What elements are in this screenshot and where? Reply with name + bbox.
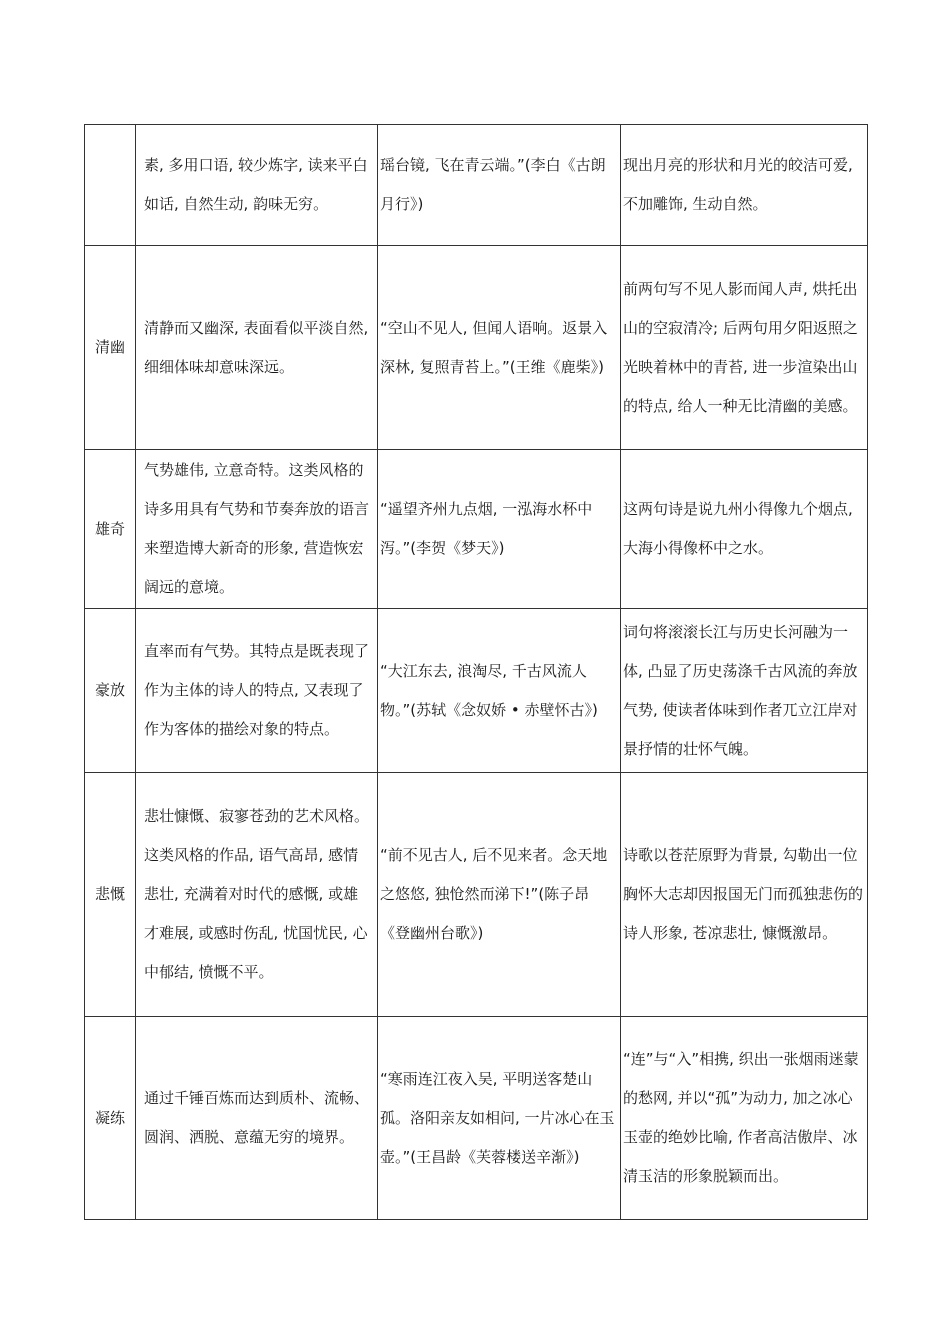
example-analysis: 诗歌以苍茫原野为背景, 勾勒出一位胸怀大志却因报国无门而孤独悲伤的诗人形象, 苍凉悲壮, 慷慨激昂。	[621, 773, 868, 1017]
table-row	[85, 125, 868, 246]
table-row	[85, 609, 868, 773]
poem-example: “遥望齐州九点烟, 一泓海水杯中泻。”(李贺《梦天》)	[378, 450, 621, 609]
poem-example: “前不见古人, 后不见来者。念天地之悠悠, 独怆然而涕下!”(陈子昂《登幽州台歌》)	[378, 773, 621, 1017]
style-definition: 清静而又幽深, 表面看似平淡自然, 细细体味却意味深远。	[136, 246, 378, 450]
example-analysis: 这两句诗是说九州小得像九个烟点, 大海小得像杯中之水。	[621, 450, 868, 609]
table-row	[85, 450, 868, 609]
table-row	[85, 773, 868, 1017]
style-definition: 素, 多用口语, 较少炼字, 读来平白如话, 自然生动, 韵味无穷。	[136, 125, 378, 246]
poem-example: “空山不见人, 但闻人语响。返景入深林, 复照青苔上。”(王维《鹿柴》)	[378, 246, 621, 450]
style-definition: 气势雄伟, 立意奇特。这类风格的诗多用具有气势和节奏奔放的语言来塑造博大新奇的形象, 营造恢宏阔远的意境。	[136, 450, 378, 609]
style-term: 清幽	[85, 246, 136, 450]
example-analysis: 现出月亮的形状和月光的皎洁可爱, 不加雕饰, 生动自然。	[621, 125, 868, 246]
style-term: 悲慨	[85, 773, 136, 1017]
example-analysis: 前两句写不见人影而闻人声, 烘托出山的空寂清冷; 后两句用夕阳返照之光映着林中的青苔, 进一步渲染出山的特点, 给人一种无比清幽的美感。	[621, 246, 868, 450]
poem-example: 瑶台镜, 飞在青云端。”(李白《古朗月行》)	[378, 125, 621, 246]
poem-example: “大江东去, 浪淘尽, 千古风流人物。”(苏轼《念奴娇 • 赤壁怀古》)	[378, 609, 621, 773]
table-row	[85, 1017, 868, 1220]
style-definition: 通过千锤百炼而达到质朴、流畅、圆润、洒脱、意蕴无穷的境界。	[136, 1017, 378, 1220]
poetry-style-table	[84, 124, 868, 1220]
style-term: 雄奇	[85, 450, 136, 609]
style-definition: 悲壮慷慨、寂寥苍劲的艺术风格。这类风格的作品, 语气高昂, 感情悲壮, 充满着对时代的感慨, 或雄才难展, 或感时伤乱, 忧国忧民, 心中郁结, 愤慨不平。	[136, 773, 378, 1017]
example-analysis: “连”与“入”相携, 织出一张烟雨迷蒙的愁网, 并以“孤”为动力, 加之冰心玉壶的绝妙比喻, 作者高洁傲岸、冰清玉洁的形象脱颖而出。	[621, 1017, 868, 1220]
style-term: 豪放	[85, 609, 136, 773]
style-definition: 直率而有气势。其特点是既表现了作为主体的诗人的特点, 又表现了作为客体的描绘对象的特点。	[136, 609, 378, 773]
example-analysis: 词句将滚滚长江与历史长河融为一体, 凸显了历史荡涤千古风流的奔放气势, 使读者体味到作者兀立江岸对景抒情的壮怀气魄。	[621, 609, 868, 773]
table-row	[85, 246, 868, 450]
poem-example: “寒雨连江夜入吴, 平明送客楚山孤。洛阳亲友如相问, 一片冰心在玉壶。”(王昌龄《芙蓉楼送辛渐》)	[378, 1017, 621, 1220]
style-term: 凝练	[85, 1017, 136, 1220]
style-term	[85, 125, 136, 246]
